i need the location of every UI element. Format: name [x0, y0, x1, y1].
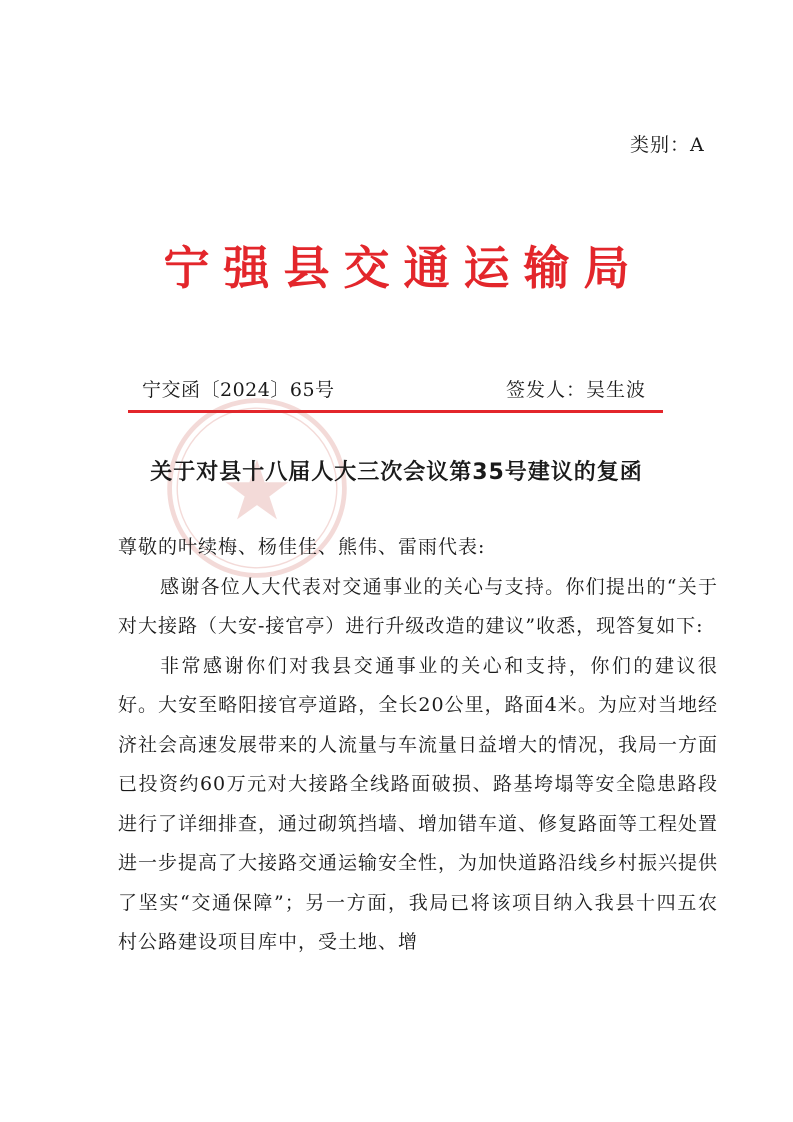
body-paragraph: 感谢各位人大代表对交通事业的关心与支持。你们提出的“关于对大接路（大安-接官亭）进行升级改造的建议”收悉，现答复如下:: [118, 575, 718, 637]
document-number: 宁交函〔2024〕65号: [142, 379, 335, 401]
body-paragraph: 非常感谢你们对我县交通事业的关心和支持，你们的建议很好。大安至略阳接官亭道路，全长20公里，路面4米。为应对当地经济社会高速发展带来的人流量与车流量日益增大的情况，我局一方面已投资约60万元对大接路全线路面破损、路基垮塌等安全隐患路段进行了详细排查，通过砌筑挡墙、增加错车道、修复路面等工程处置进一步提高了大接路交通运输安全性，为加快道路沿线乡村振兴提供了坚实“交通保障”；另一方面，我局已将该项目纳入我县十四五农村公路建设项目库中，受土地、增: [118, 654, 719, 953]
letter-body: [118, 528, 718, 963]
document-title: 关于对县十八届人大三次会议第35号建议的复函: [150, 460, 643, 485]
signer-label: 签发人：吴生波: [506, 379, 647, 401]
salutation: 尊敬的叶续梅、杨佳佳、熊伟、雷雨代表:: [118, 536, 486, 558]
agency-header-title: 宁强县交通运输局: [163, 241, 644, 295]
category-label: 类别：A: [630, 134, 705, 156]
